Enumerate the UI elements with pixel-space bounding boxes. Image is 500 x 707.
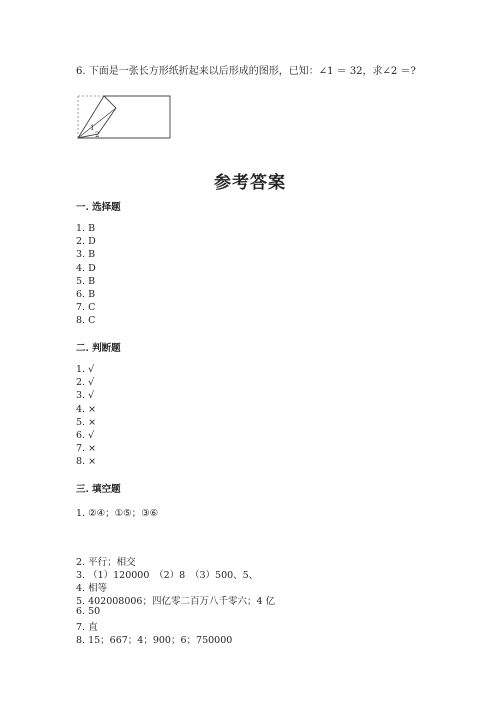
- section-heading-judgement: 二. 判断题: [76, 343, 121, 354]
- list-item: 2. √: [76, 377, 95, 389]
- list-item: 4. ×: [76, 403, 97, 415]
- section-heading-fill-blank: 三. 填空题: [76, 484, 121, 495]
- list-item: 6. B: [76, 288, 96, 300]
- section-heading-choice: 一. 选择题: [76, 202, 121, 213]
- answer-title: 参考答案: [214, 173, 286, 193]
- question-6-text: 6. 下面是一张长方形纸折起来以后形成的图形，已知：∠1 ＝ 32，求∠2 ＝?: [76, 66, 416, 77]
- list-item: 2. D: [76, 236, 96, 248]
- list-item: 8. ×: [76, 456, 97, 468]
- list-item: 1. √: [76, 364, 95, 375]
- list-item: 6. √: [76, 429, 95, 441]
- list-item: 8. 15；667；4；900；6；750000: [76, 635, 233, 646]
- list-item: 4. 相等: [76, 583, 108, 594]
- list-item: 4. D: [76, 262, 96, 274]
- list-item: 5. 402008006；四亿零二百万八千零六；4 亿: [76, 596, 276, 607]
- list-item: 8. C: [76, 315, 96, 327]
- list-item: 5. ×: [76, 416, 97, 428]
- list-item: 7. C: [76, 302, 96, 314]
- angle-1-label: 1: [90, 124, 95, 132]
- list-item: 1. ②④；①⑤；③⑥: [76, 508, 159, 519]
- list-item: 7. ×: [76, 443, 97, 455]
- list-item: 1. B: [76, 223, 96, 234]
- list-item: 7. 直: [76, 622, 98, 633]
- list-item: 3. √: [76, 390, 95, 402]
- angle-2-label: 2: [95, 131, 100, 139]
- judgement-answers-list: [76, 363, 96, 469]
- folded-rectangle-figure: [76, 94, 176, 140]
- choice-answers-list: [76, 222, 96, 328]
- list-item: 5. B: [76, 275, 96, 287]
- list-item: 3. （1）120000 （2）8 （3）500、5、: [76, 570, 259, 581]
- list-item: 3. B: [76, 249, 96, 261]
- list-item: 6. 50: [76, 606, 101, 617]
- list-item: 2. 平行；相交: [76, 557, 136, 568]
